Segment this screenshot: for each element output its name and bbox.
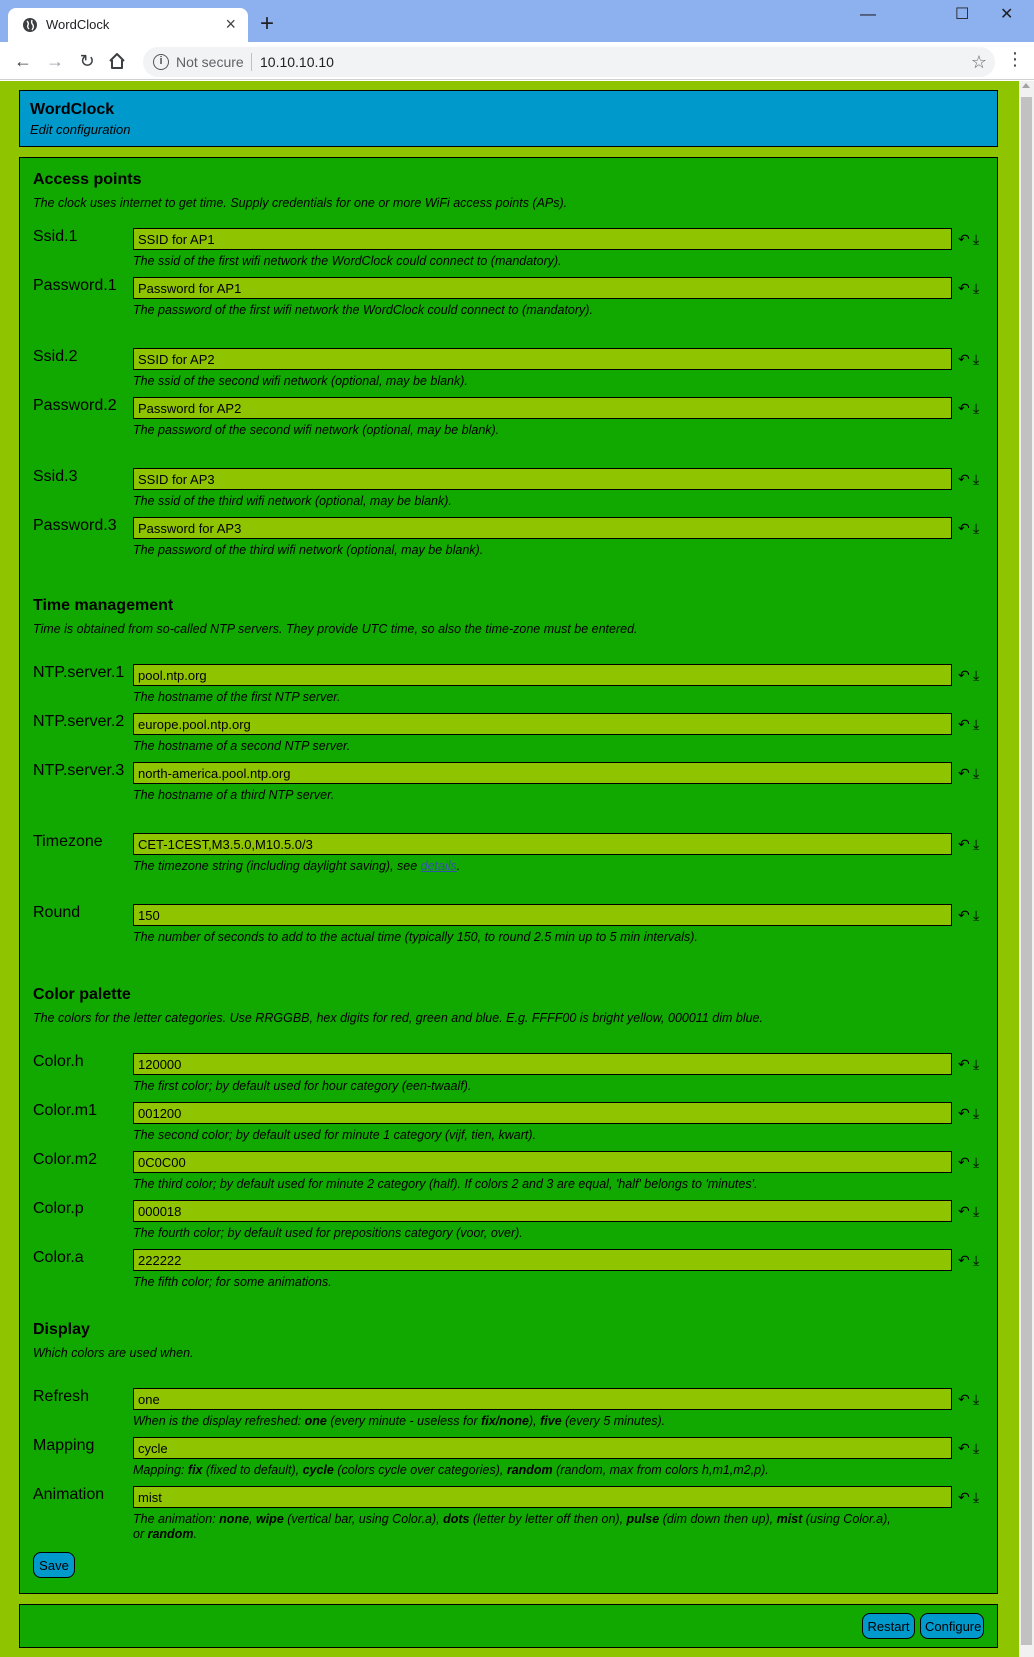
default-icon[interactable]: ⤓ <box>973 280 980 296</box>
browser-toolbar <box>0 42 1034 80</box>
undo-icon[interactable]: ↶ <box>958 667 970 683</box>
undo-icon[interactable]: ↶ <box>958 231 970 247</box>
ntp3-label: NTP.server.3 <box>33 762 125 779</box>
default-icon[interactable]: ⤓ <box>973 471 980 487</box>
color-p-label: Color.p <box>33 1200 84 1217</box>
password1-input[interactable] <box>133 277 952 299</box>
animation-option-random: random <box>147 1527 194 1541</box>
password1-label: Password.1 <box>33 277 117 294</box>
mapping-desc-part: Mapping: <box>133 1463 188 1477</box>
ssid1-label: Ssid.1 <box>33 228 78 245</box>
reload-icon[interactable]: ↻ <box>79 51 95 71</box>
default-icon[interactable]: ⤓ <box>973 716 980 732</box>
default-icon[interactable]: ⤓ <box>973 231 980 247</box>
section-desc-display: Which colors are used when. <box>33 1346 194 1360</box>
browser-tab[interactable] <box>8 8 248 42</box>
timezone-input[interactable] <box>133 833 952 855</box>
undo-icon[interactable]: ↶ <box>958 1203 970 1219</box>
timezone-desc-text: The timezone string (including daylight saving), see <box>133 859 421 873</box>
refresh-input[interactable] <box>133 1388 952 1410</box>
ntp3-desc: The hostname of a third NTP server. <box>133 788 335 802</box>
configure-button[interactable]: Configure <box>920 1613 984 1639</box>
default-icon[interactable]: ⤓ <box>973 836 980 852</box>
mapping-desc-part: (colors cycle over categories), <box>333 1463 507 1477</box>
default-icon[interactable]: ⤓ <box>973 1391 980 1407</box>
animation-desc-part: (letter by letter off then on), <box>469 1512 627 1526</box>
undo-icon[interactable]: ↶ <box>958 1105 970 1121</box>
refresh-option-fix-none: fix/none <box>481 1414 529 1428</box>
undo-icon[interactable]: ↶ <box>958 1252 970 1268</box>
refresh-desc-part: When is the display refreshed: <box>133 1414 305 1428</box>
timezone-desc-end: . <box>456 859 461 873</box>
animation-desc-part: or <box>133 1527 148 1541</box>
ssid3-label: Ssid.3 <box>33 468 78 485</box>
color-a-desc: The fifth color; for some animations. <box>133 1275 332 1289</box>
ssid2-desc: The ssid of the second wifi network (optional, may be blank). <box>133 374 468 388</box>
section-desc-time-management: Time is obtained from so-called NTP servers. They provide UTC time, so also the time-zone must be entered. <box>33 622 638 636</box>
animation-desc-part: , <box>249 1512 256 1526</box>
timezone-label: Timezone <box>33 833 103 850</box>
timezone-desc <box>133 859 953 874</box>
undo-icon[interactable]: ↶ <box>958 716 970 732</box>
kebab-menu-icon[interactable]: ⋮ <box>1006 49 1024 69</box>
color-h-label: Color.h <box>33 1053 84 1070</box>
color-p-input[interactable] <box>133 1200 952 1222</box>
url-text[interactable]: 10.10.10.10 <box>260 54 334 70</box>
footer-panel <box>19 1604 998 1648</box>
color-m1-label: Color.m1 <box>33 1102 98 1119</box>
globe-icon <box>22 17 38 33</box>
animation-option-pulse: pulse <box>626 1512 660 1526</box>
info-icon[interactable]: i <box>153 54 169 70</box>
refresh-option-five: five <box>540 1414 562 1428</box>
minimize-icon[interactable]: — <box>860 6 876 23</box>
default-icon[interactable]: ⤓ <box>973 765 980 781</box>
animation-desc-part: (dim down then up), <box>659 1512 777 1526</box>
mapping-desc-part: (fixed to default), <box>202 1463 303 1477</box>
section-title-time-management: Time management <box>33 597 174 614</box>
animation-input[interactable] <box>133 1486 952 1508</box>
refresh-label: Refresh <box>33 1388 90 1405</box>
scrollbar-thumb[interactable] <box>1021 97 1032 1645</box>
ntp2-label: NTP.server.2 <box>33 713 125 730</box>
default-icon[interactable]: ⤓ <box>973 907 980 923</box>
animation-option-dots: dots <box>443 1512 470 1526</box>
undo-icon[interactable]: ↶ <box>958 907 970 923</box>
color-m2-desc: The third color; by default used for minute 2 category (half). If colors 2 and 3 are equal, 'half' belongs to 'minutes'. <box>133 1177 758 1191</box>
refresh-desc <box>133 1414 953 1429</box>
ssid2-label: Ssid.2 <box>33 348 78 365</box>
details-link[interactable]: details <box>420 859 457 873</box>
ntp1-input[interactable] <box>133 664 952 686</box>
default-icon[interactable]: ⤓ <box>973 1203 980 1219</box>
close-tab-icon[interactable]: × <box>225 14 236 34</box>
undo-icon[interactable]: ↶ <box>958 351 970 367</box>
default-icon[interactable]: ⤓ <box>973 400 980 416</box>
default-icon[interactable]: ⤓ <box>973 1252 980 1268</box>
animation-desc-part: . <box>193 1527 197 1541</box>
password3-input[interactable] <box>133 517 952 539</box>
config-panel <box>19 157 998 1594</box>
security-label: Not secure <box>176 54 244 70</box>
default-icon[interactable]: ⤓ <box>973 520 980 536</box>
color-p-desc: The fourth color; by default used for prepositions category (voor, over). <box>133 1226 523 1240</box>
animation-desc-part: The animation: <box>133 1512 220 1526</box>
ssid1-desc: The ssid of the first wifi network the WordClock could connect to (mandatory). <box>133 254 562 268</box>
mapping-option-random: random <box>506 1463 553 1477</box>
animation-desc-part: (vertical bar, using Color.a), <box>283 1512 444 1526</box>
mapping-desc <box>133 1463 953 1478</box>
animation-option-wipe: wipe <box>255 1512 284 1526</box>
scroll-up-icon[interactable] <box>1022 83 1030 88</box>
color-h-input[interactable] <box>133 1053 952 1075</box>
refresh-desc-part: (every minute - useless for <box>326 1414 482 1428</box>
refresh-desc-part: ), <box>529 1414 541 1428</box>
mapping-desc-part: (random, max from colors h,m1,m2,p). <box>552 1463 769 1477</box>
undo-icon[interactable]: ↶ <box>958 836 970 852</box>
refresh-option-one: one <box>304 1414 327 1428</box>
ssid1-input[interactable] <box>133 228 952 250</box>
undo-icon[interactable]: ↶ <box>958 520 970 536</box>
default-icon[interactable]: ⤓ <box>973 351 980 367</box>
color-m2-input[interactable] <box>133 1151 952 1173</box>
default-icon[interactable]: ⤓ <box>973 1154 980 1170</box>
animation-desc <box>133 1512 953 1542</box>
mapping-input[interactable] <box>133 1437 952 1459</box>
section-desc-access-points: The clock uses internet to get time. Supply credentials for one or more WiFi access points (APs). <box>33 196 568 210</box>
undo-icon[interactable]: ↶ <box>958 1440 970 1456</box>
section-title-access-points: Access points <box>33 171 142 188</box>
password2-input[interactable] <box>133 397 952 419</box>
maximize-icon[interactable]: ☐ <box>955 6 970 23</box>
round-label: Round <box>33 904 81 921</box>
omnibox-divider <box>251 53 252 71</box>
undo-icon[interactable]: ↶ <box>958 1154 970 1170</box>
color-m1-input[interactable] <box>133 1102 952 1124</box>
password2-desc: The password of the second wifi network (optional, may be blank). <box>133 423 500 437</box>
default-icon[interactable]: ⤓ <box>973 1440 980 1456</box>
animation-option-mist: mist <box>776 1512 803 1526</box>
ntp1-label: NTP.server.1 <box>33 664 125 681</box>
password1-desc: The password of the first wifi network the WordClock could connect to (mandatory). <box>133 303 593 317</box>
ntp2-desc: The hostname of a second NTP server. <box>133 739 351 753</box>
undo-icon[interactable]: ↶ <box>958 280 970 296</box>
ntp2-input[interactable] <box>133 713 952 735</box>
home-icon[interactable] <box>108 52 126 70</box>
animation-label: Animation <box>33 1486 105 1503</box>
undo-icon[interactable]: ↶ <box>958 1056 970 1072</box>
round-input[interactable] <box>133 904 952 926</box>
undo-icon[interactable]: ↶ <box>958 1489 970 1505</box>
ssid3-desc: The ssid of the third wifi network (optional, may be blank). <box>133 494 452 508</box>
forward-icon[interactable]: → <box>46 51 64 71</box>
default-icon[interactable]: ⤓ <box>973 1489 980 1505</box>
default-icon[interactable]: ⤓ <box>973 1105 980 1121</box>
color-a-label: Color.a <box>33 1249 84 1266</box>
address-bar[interactable] <box>143 47 995 77</box>
back-icon[interactable]: ← <box>14 51 32 71</box>
animation-desc-part: (using Color.a), <box>802 1512 891 1526</box>
password3-desc: The password of the third wifi network (optional, may be blank). <box>133 543 484 557</box>
ntp3-input[interactable] <box>133 762 952 784</box>
password3-label: Password.3 <box>33 517 117 534</box>
undo-icon[interactable]: ↶ <box>958 1391 970 1407</box>
mapping-option-cycle: cycle <box>302 1463 334 1477</box>
scrollbar[interactable] <box>1019 81 1034 1657</box>
ssid2-input[interactable] <box>133 348 952 370</box>
star-icon[interactable]: ☆ <box>970 52 987 72</box>
color-m1-desc: The second color; by default used for minute 1 category (vijf, tien, kwart). <box>133 1128 536 1142</box>
close-window-icon[interactable]: ✕ <box>1000 6 1014 23</box>
undo-icon[interactable]: ↶ <box>958 765 970 781</box>
default-icon[interactable]: ⤓ <box>973 667 980 683</box>
color-h-desc: The first color; by default used for hour category (een-twaalf). <box>133 1079 472 1093</box>
new-tab-button[interactable]: + <box>260 10 275 37</box>
password2-label: Password.2 <box>33 397 117 414</box>
browser-titlebar <box>0 0 1034 42</box>
mapping-label: Mapping <box>33 1437 95 1454</box>
app-header <box>19 90 998 147</box>
undo-icon[interactable]: ↶ <box>958 400 970 416</box>
round-desc: The number of seconds to add to the actual time (typically 150, to round 2.5 min up to 5 min intervals). <box>133 930 698 944</box>
ntp1-desc: The hostname of the first NTP server. <box>133 690 341 704</box>
tab-title: WordClock <box>46 17 110 32</box>
save-button[interactable]: Save <box>33 1552 75 1578</box>
undo-icon[interactable]: ↶ <box>958 471 970 487</box>
mapping-option-fix: fix <box>187 1463 203 1477</box>
refresh-desc-part: (every 5 minutes). <box>561 1414 666 1428</box>
color-a-input[interactable] <box>133 1249 952 1271</box>
section-title-display: Display <box>33 1321 90 1338</box>
restart-button[interactable]: Restart <box>862 1613 915 1639</box>
ssid3-input[interactable] <box>133 468 952 490</box>
section-desc-color-palette: The colors for the letter categories. Use RRGGBB, hex digits for red, green and blue. E.g. FFFF00 is bright yellow, 000011 dim blue. <box>33 1011 763 1025</box>
default-icon[interactable]: ⤓ <box>973 1056 980 1072</box>
color-m2-label: Color.m2 <box>33 1151 98 1168</box>
animation-option-none: none <box>219 1512 250 1526</box>
page-subtitle: Edit configuration <box>30 122 131 137</box>
page-title: WordClock <box>30 101 115 118</box>
section-title-color-palette: Color palette <box>33 986 131 1003</box>
